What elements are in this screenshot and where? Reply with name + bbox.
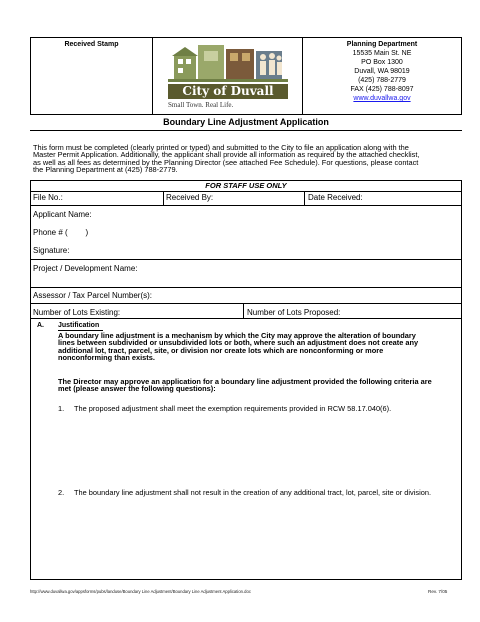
dept-address2: PO Box 1300: [361, 59, 403, 66]
date-received-field[interactable]: Date Received:: [308, 193, 363, 202]
justification-line: A boundary line adjustment is a mechanism by which the City may approve the alteration of boundary: [58, 331, 416, 340]
intro-paragraph: [33, 144, 463, 174]
applicant-signature-field[interactable]: Signature:: [33, 246, 70, 255]
justification-heading: Justification: [58, 322, 100, 329]
criteria-line: met (please answer the following questions):: [58, 384, 216, 394]
col-divider: [243, 303, 244, 318]
dept-fax: FAX (425) 788-8097: [350, 86, 414, 93]
received-stamp-label: Received Stamp: [64, 41, 119, 48]
row-divider: [30, 287, 462, 288]
intro-line: as well as all fees as determined by the Planning Director (see attached Fee Schedule). For questions, please contact: [33, 157, 419, 167]
criterion-number: 1.: [58, 404, 65, 413]
section-letter: A.: [37, 322, 44, 329]
received-by-field[interactable]: Received By:: [166, 193, 214, 202]
logo-wordmark: City of Duvall: [168, 84, 288, 99]
justification-line: nonconforming than exists.: [58, 353, 155, 363]
page-title: Boundary Line Adjustment Application: [163, 117, 329, 127]
dept-city: Duvall, WA 98019: [354, 68, 410, 75]
row-divider: [30, 259, 462, 260]
col-divider: [163, 191, 164, 205]
footer-revision: Rev. 7/05: [428, 589, 448, 594]
applicant-phone-field[interactable]: Phone # ( ): [33, 228, 89, 237]
lots-proposed-field[interactable]: Number of Lots Proposed:: [247, 308, 341, 317]
project-name-field[interactable]: Project / Development Name:: [33, 264, 138, 273]
dept-address1: 15535 Main St. NE: [352, 50, 412, 57]
title-divider: [30, 130, 462, 131]
logo-tagline: Small Town. Real Life.: [168, 101, 234, 109]
dept-phone: (425) 788-2779: [358, 77, 406, 84]
dept-name: Planning Department: [346, 41, 418, 48]
dept-website-link[interactable]: www.duvallwa.gov: [353, 95, 411, 102]
planning-dept-cell: [302, 37, 462, 115]
lots-existing-field[interactable]: Number of Lots Existing:: [33, 308, 121, 317]
received-stamp-cell: [30, 37, 153, 115]
row-divider: [30, 191, 462, 192]
criterion-text: The boundary line adjustment shall not result in the creation of any additional tract, lot, parcel, site or division.: [74, 488, 431, 497]
row-divider: [30, 318, 462, 319]
criterion-text: The proposed adjustment shall meet the exemption requirements provided in RCW 58.17.040(6).: [74, 404, 392, 413]
row-divider: [30, 205, 462, 206]
row-divider: [30, 303, 462, 304]
criteria-line: The Director may approve an application for a boundary line adjustment provided the following criteria are: [58, 377, 432, 386]
criteria-paragraph: [58, 378, 458, 393]
file-no-field[interactable]: File No.:: [33, 193, 63, 202]
intro-line: This form must be completed (clearly printed or typed) and submitted to the City to file an application along with the: [33, 143, 409, 152]
footer-file-path: http://www.duvallwa.gov/appsforms/pubs/landuse/Boundary Line Adjustment/Boundary Line Adjustment Application.doc: [30, 589, 251, 594]
col-divider: [304, 191, 305, 205]
justification-line: lines between subdivided or unsubdivided lots or both, where such an adjustment does not create any: [58, 338, 419, 348]
applicant-name-field[interactable]: Applicant Name:: [33, 210, 92, 219]
justification-line: additional lot, tract, parcel, site, or division nor create lots which are nonconforming or more: [58, 345, 384, 355]
criterion-number: 2.: [58, 488, 65, 497]
parcel-numbers-field[interactable]: Assessor / Tax Parcel Number(s):: [33, 291, 152, 300]
intro-line: the Planning Department at (425) 788-2779.: [33, 165, 178, 175]
intro-line: Master Permit Application. Additionally, the applicant shall provide all information as required by the attached checklist,: [33, 150, 420, 160]
staff-use-heading: FOR STAFF USE ONLY: [205, 181, 287, 190]
justification-paragraph: [58, 332, 458, 362]
logo-cell: [152, 37, 303, 115]
